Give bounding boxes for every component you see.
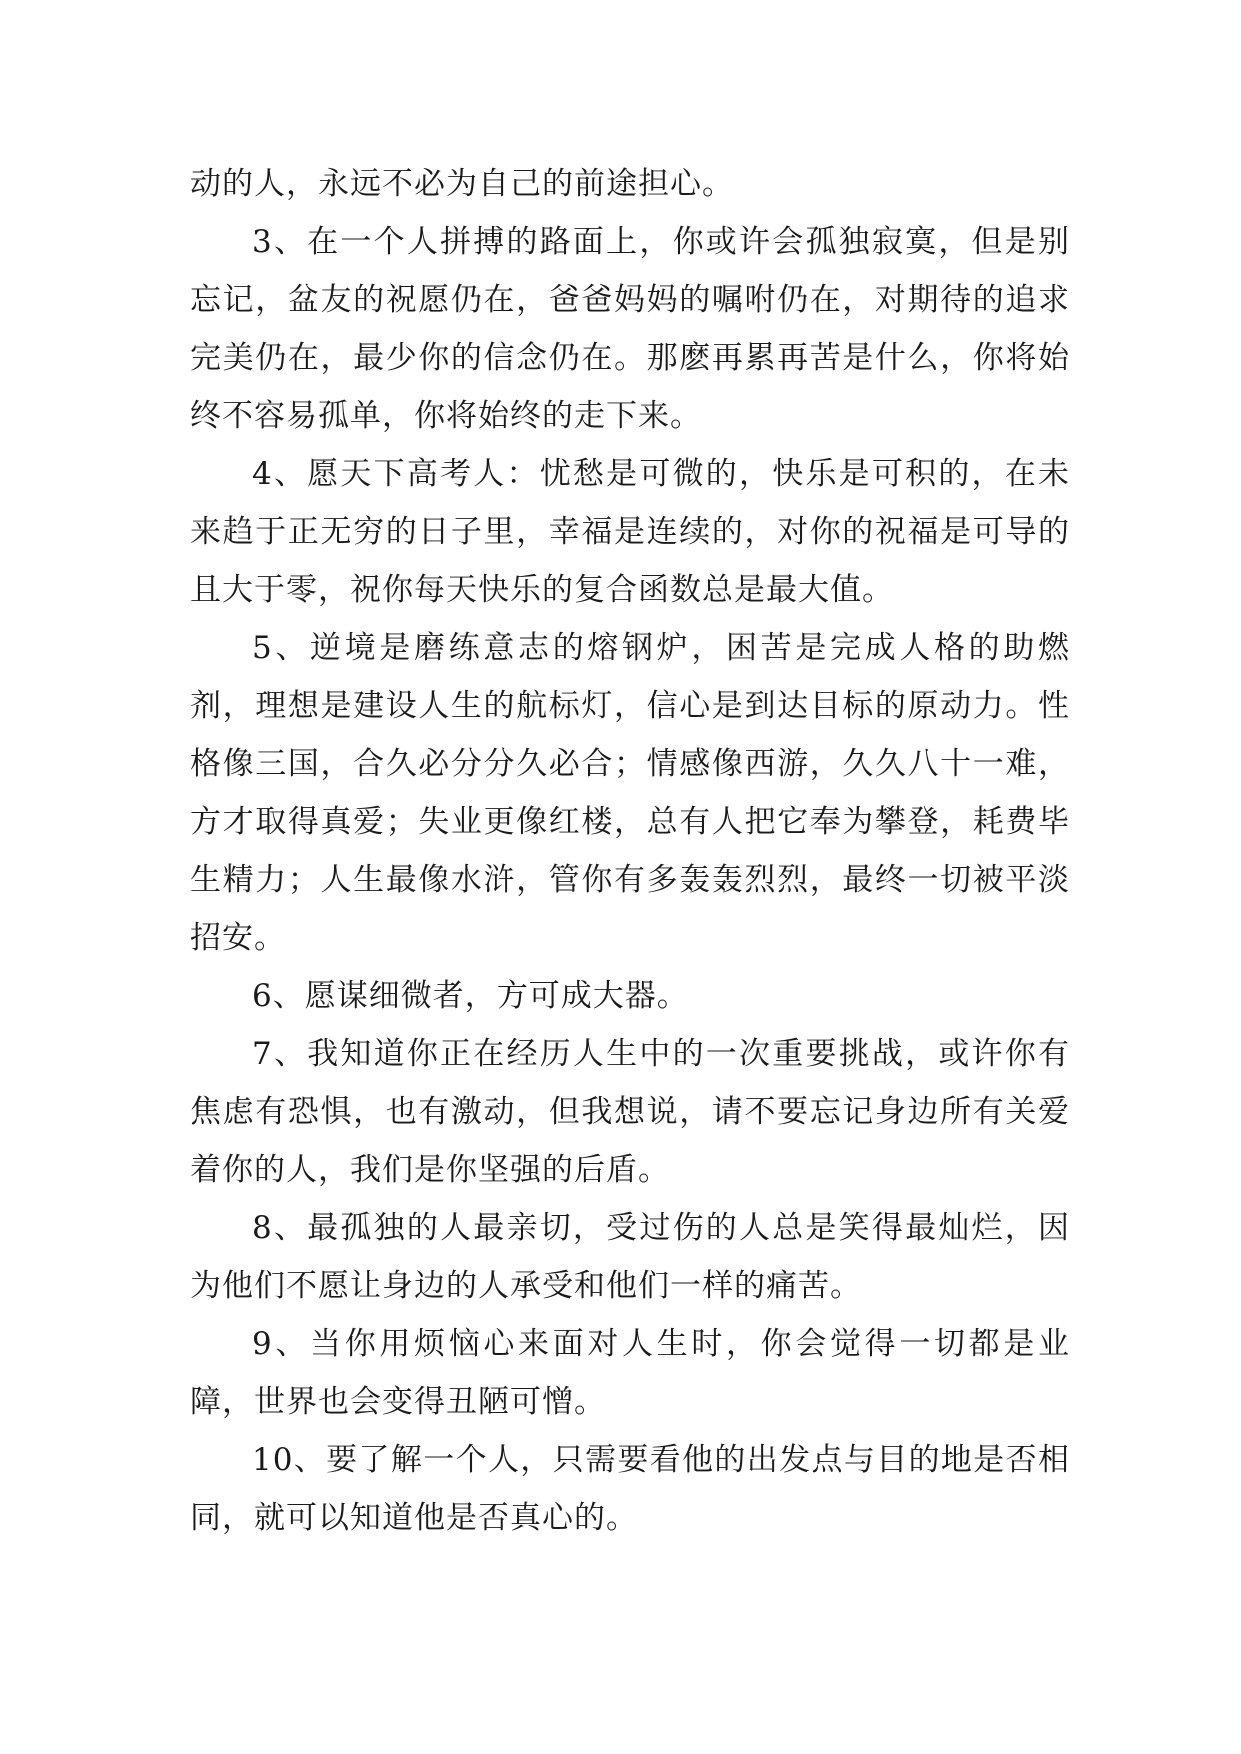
paragraph-item-7: 7、我知道你正在经历人生中的一次重要挑战，或许你有焦虑有恐惧，也有激动，但我想说，请不要忘记身边所有关爱着你的人，我们是你坚强的后盾。 (190, 1036, 1070, 1188)
paragraph-item-6: 6、愿谋细微者，方可成大器。 (252, 978, 689, 1014)
paragraph-item-4: 4、愿天下高考人：忧愁是可微的，快乐是可积的，在未来趋于正无穷的日子里，幸福是连续的，对你的祝福是可导的且大于零，祝你每天快乐的复合函数总是最大值。 (190, 456, 1070, 608)
paragraph-item-10: 10、要了解一个人，只需要看他的出发点与目的地是否相同，就可以知道他是否真心的。 (190, 1442, 1070, 1536)
paragraph-item-5: 5、逆境是磨练意志的熔钢炉，困苦是完成人格的助燃剂，理想是建设人生的航标灯，信心是到达目标的原动力。性格像三国，合久必分分久必合；情感像西游，久久八十一难，方才取得真爱；失业更像红楼，总有人把它奉为攀登，耗费毕生精力；人生最像水浒，管你有多轰轰烈烈，最终一切被平淡招安。 (190, 630, 1070, 956)
paragraph-item-3: 3、在一个人拼搏的路面上，你或许会孤独寂寞，但是别忘记，盆友的祝愿仍在，爸爸妈妈的嘱咐仍在，对期待的追求完美仍在，最少你的信念仍在。那麽再累再苦是什么，你将始终不容易孤单，你将始终的走下来。 (190, 224, 1070, 434)
paragraph-item-8: 8、最孤独的人最亲切，受过伤的人总是笑得最灿烂，因为他们不愿让身边的人承受和他们一样的痛苦。 (190, 1210, 1070, 1304)
document-page (190, 155, 1070, 1547)
paragraph-continuation: 动的人，永远不必为自己的前途担心。 (190, 166, 734, 202)
paragraph-item-9: 9、当你用烦恼心来面对人生时，你会觉得一切都是业障，世界也会变得丑陋可憎。 (190, 1326, 1070, 1420)
